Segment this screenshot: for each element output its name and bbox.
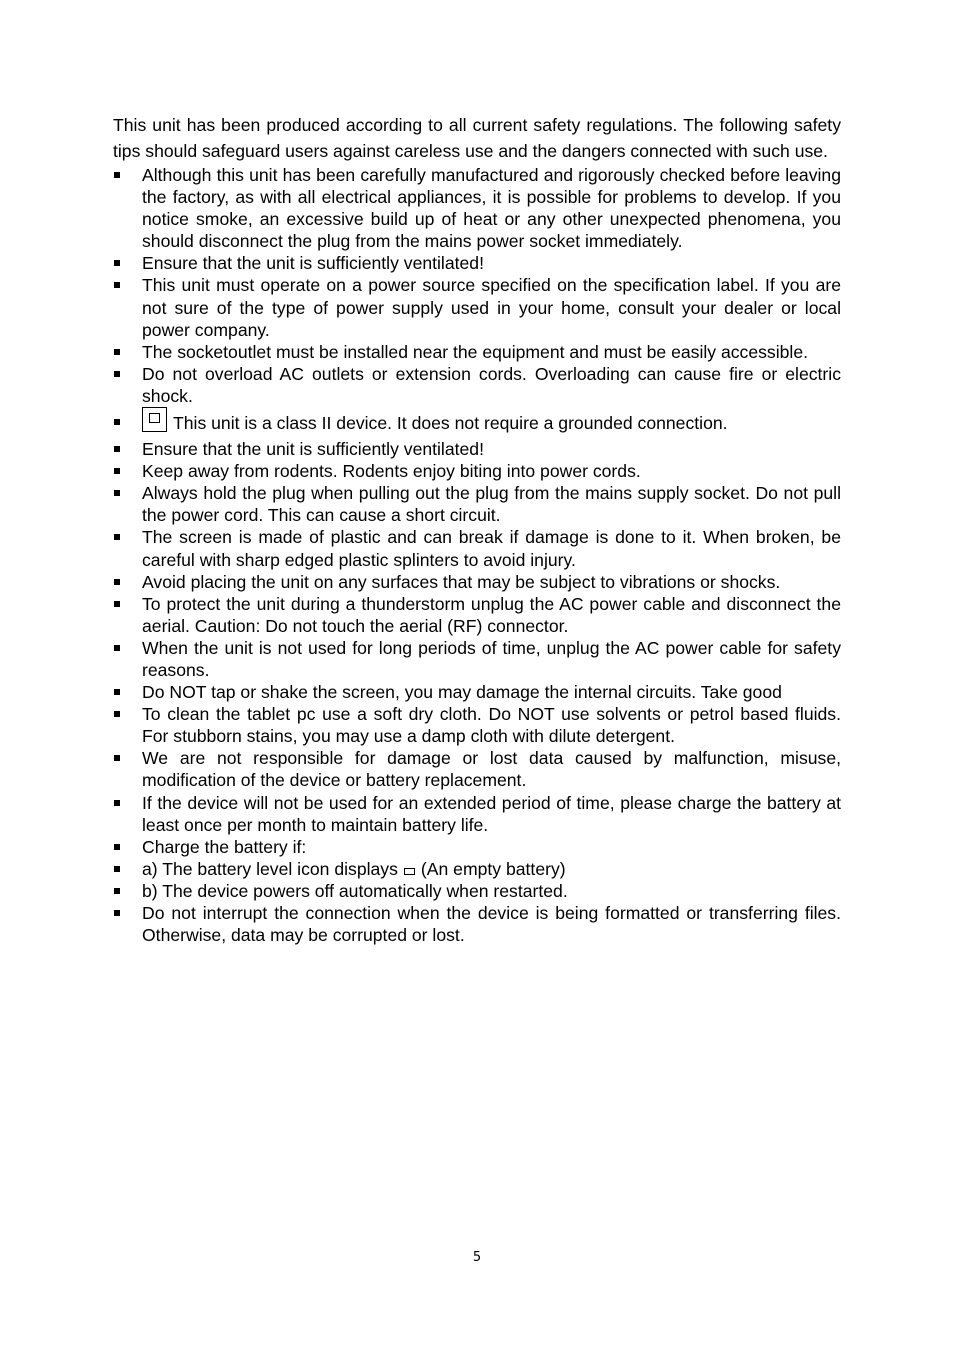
list-item: a) The battery level icon displays (An empty battery) bbox=[113, 858, 841, 880]
square-bullet-icon bbox=[114, 490, 120, 496]
list-item: The socketoutlet must be installed near the equipment and must be easily accessible. bbox=[113, 341, 841, 363]
square-bullet-icon bbox=[114, 579, 120, 585]
list-item: Do NOT tap or shake the screen, you may damage the internal circuits. Take good bbox=[113, 681, 841, 703]
square-bullet-icon bbox=[114, 601, 120, 607]
square-bullet-icon bbox=[114, 282, 120, 288]
list-item: Keep away from rodents. Rodents enjoy biting into power cords. bbox=[113, 460, 841, 482]
list-item: If the device will not be used for an extended period of time, please charge the battery at least once per month to maintain battery life. bbox=[113, 792, 841, 836]
list-item: Ensure that the unit is sufficiently ventilated! bbox=[113, 252, 841, 274]
list-item: To clean the tablet pc use a soft dry cloth. Do NOT use solvents or petrol based fluids. For stubborn stains, you may use a damp cloth with dilute detergent. bbox=[113, 703, 841, 747]
square-bullet-icon bbox=[114, 711, 120, 717]
list-item: Ensure that the unit is sufficiently ventilated! bbox=[113, 438, 841, 460]
list-item: To protect the unit during a thunderstorm unplug the AC power cable and disconnect the aerial. Caution: Do not touch the aerial (RF) connector. bbox=[113, 593, 841, 637]
square-bullet-icon bbox=[114, 755, 120, 761]
square-bullet-icon bbox=[114, 689, 120, 695]
list-item: We are not responsible for damage or lost data caused by malfunction, misuse, modification of the device or battery replacement. bbox=[113, 747, 841, 791]
intro-paragraph: This unit has been produced according to all current safety regulations. The following safety tips should safeguard users against careless use and the dangers connected with such use. bbox=[113, 115, 841, 161]
list-item: The screen is made of plastic and can break if damage is done to it. When broken, be careful with sharp edged plastic splinters to avoid injury. bbox=[113, 526, 841, 570]
square-bullet-icon bbox=[114, 468, 120, 474]
class-ii-double-insulation-icon bbox=[142, 407, 167, 432]
list-item: Although this unit has been carefully manufactured and rigorously checked before leaving the factory, as with all electrical appliances, it is possible for problems to develop. If you notice smoke, an excessive build up of heat or any other unexpected phenomena, you should disconnect the plug from the mains power socket immediately. bbox=[113, 164, 841, 252]
list-item: Do not overload AC outlets or extension cords. Overloading can cause fire or electric shock. bbox=[113, 363, 841, 407]
square-bullet-icon bbox=[114, 645, 120, 651]
list-item: Do not interrupt the connection when the device is being formatted or transferring files. Otherwise, data may be corrupted or lost. bbox=[113, 902, 841, 946]
empty-battery-icon bbox=[404, 868, 415, 875]
square-bullet-icon bbox=[114, 371, 120, 377]
square-bullet-icon bbox=[114, 910, 120, 916]
square-bullet-icon bbox=[114, 349, 120, 355]
list-item: When the unit is not used for long periods of time, unplug the AC power cable for safety reasons. bbox=[113, 637, 841, 681]
square-bullet-icon bbox=[114, 260, 120, 266]
list-item: Always hold the plug when pulling out the plug from the mains supply socket. Do not pull the power cord. This can cause a short circuit. bbox=[113, 482, 841, 526]
square-bullet-icon bbox=[114, 172, 120, 178]
page-number: 5 bbox=[472, 1250, 482, 1265]
square-bullet-icon bbox=[114, 419, 120, 425]
list-item: Avoid placing the unit on any surfaces that may be subject to vibrations or shocks. bbox=[113, 571, 841, 593]
square-bullet-icon bbox=[114, 866, 120, 872]
list-item: Charge the battery if: bbox=[113, 836, 841, 858]
square-bullet-icon bbox=[114, 844, 120, 850]
list-item: This unit must operate on a power source specified on the specification label. If you are not sure of the type of power supply used in your home, consult your dealer or local power company. bbox=[113, 274, 841, 340]
list-item: This unit is a class II device. It does not require a grounded connection. bbox=[113, 407, 841, 438]
square-bullet-icon bbox=[114, 888, 120, 894]
safety-tips-list bbox=[113, 164, 841, 946]
square-bullet-icon bbox=[114, 534, 120, 540]
square-bullet-icon bbox=[114, 800, 120, 806]
square-bullet-icon bbox=[114, 446, 120, 452]
page-content bbox=[113, 113, 841, 946]
list-item: b) The device powers off automatically when restarted. bbox=[113, 880, 841, 902]
